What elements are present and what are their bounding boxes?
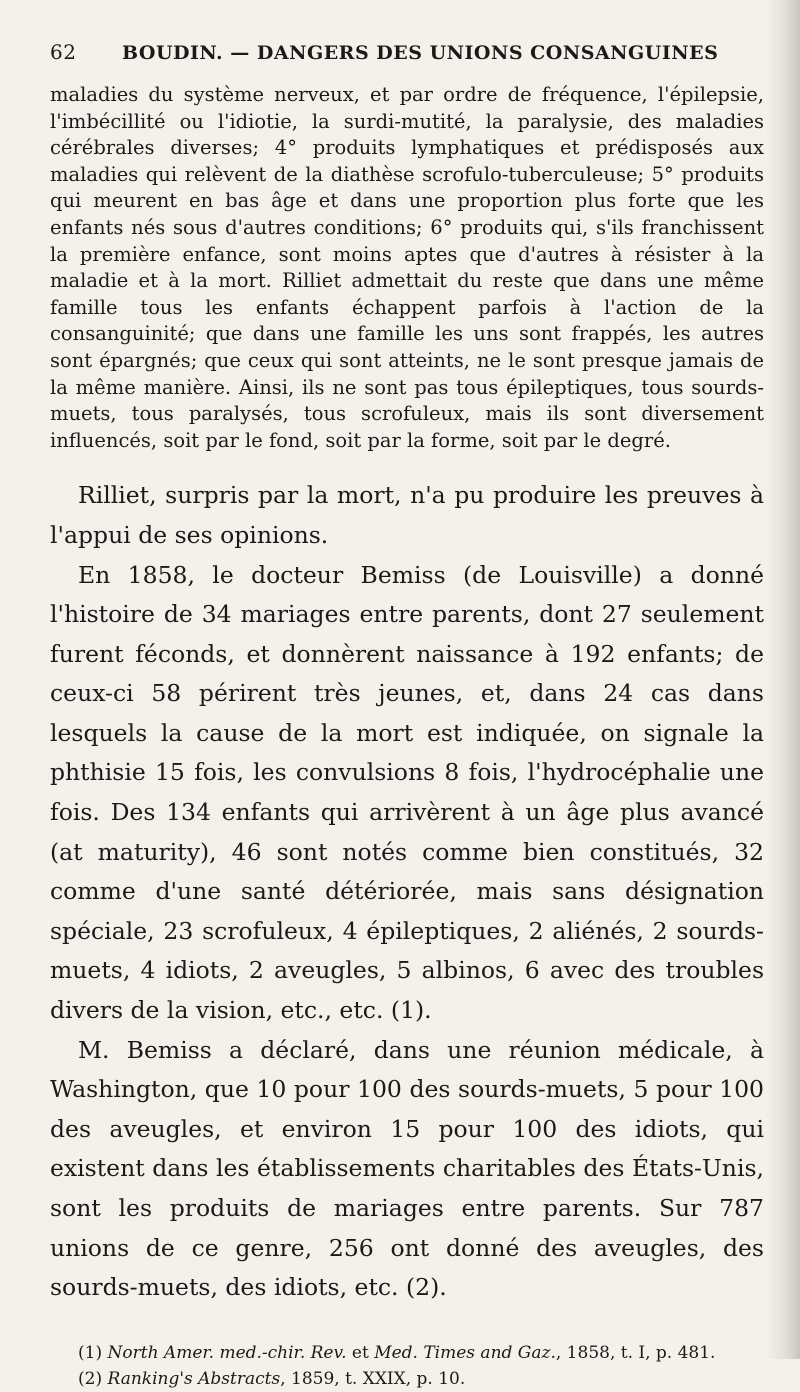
footnote-details: , 1859, t. XXIX, p. 10. bbox=[280, 1368, 466, 1389]
page-number: 62 bbox=[50, 40, 77, 64]
running-title: BOUDIN. — DANGERS DES UNIONS CONSANGUINES bbox=[122, 42, 719, 64]
page-edge-shadow bbox=[766, 0, 800, 1359]
footnote-connector: et bbox=[346, 1342, 375, 1363]
paragraph-bemiss-1858: En 1858, le docteur Bemiss (de Louisville) a donné l'histoire de 34 mariages entre parents, dont 27 seulement furent féconds, et donnèrent naissance à 192 enfants; de ceux-ci 58 périrent très jeunes, et, dans 24 cas dans lesquels la cause de la mort est indiquée, on signale la phthisie 15 fois, les convulsions 8 fois, l'hydrocéphalie une fois. Des 134 enfants qui arrivèrent à un âge plus avancé (at maturity), 46 sont notés comme bien constitués, 32 comme d'une santé détériorée, mais sans désignation spéciale, 23 scrofuleux, 4 épileptiques, 2 aliénés, 2 sourds-muets, 4 idiots, 2 aveugles, 5 albinos, 6 avec des troubles divers de la vision, etc., etc. (1). bbox=[50, 560, 764, 1025]
footnote-2 bbox=[50, 1366, 764, 1392]
footnote-marker: (1) bbox=[78, 1342, 103, 1363]
footnote-source: North Amer. med.-chir. Rev. bbox=[107, 1342, 347, 1363]
footnote-source: Ranking's Abstracts bbox=[107, 1368, 281, 1389]
page-header bbox=[50, 40, 764, 72]
footnote-source: Med. Times and Gaz. bbox=[374, 1342, 556, 1363]
paragraph-bemiss-washington: M. Bemiss a déclaré, dans une réunion médicale, à Washington, que 10 pour 100 des sourds-muets, 5 pour 100 des aveugles, et environ 15 pour 100 des idiots, qui existent dans les établissements charitables des États-Unis, sont les produits de mariages entre parents. Sur 787 unions de ce genre, 256 ont donné des aveugles, des sourds-muets, des idiots, etc. (2). bbox=[50, 1035, 764, 1302]
footnote-details: , 1858, t. I, p. 481. bbox=[555, 1342, 716, 1363]
paragraph-rilliet: Rilliet, surpris par la mort, n'a pu produire les preuves à l'appui de ses opinions. bbox=[50, 481, 764, 549]
footnotes bbox=[50, 1340, 764, 1392]
footnote-1 bbox=[50, 1340, 764, 1366]
footnote-marker: (2) bbox=[78, 1368, 103, 1389]
paragraph-continued: maladies du système nerveux, et par ordre de fréquence, l'épilepsie, l'imbécillité ou l'idiotie, la surdi-mutité, la paralysie, des maladies cérébrales diverses; 4° produits lymphatiques et prédisposés aux maladies qui relèvent de la diathèse scrofulo-tuberculeuse; 5° produits qui meurent en bas âge et dans une proportion plus forte que les enfants nés sous d'autres conditions; 6° produits qui, s'ils franchissent la première enfance, sont moins aptes que d'autres à résister à la maladie et à la mort. Rilliet admettait du reste que dans une même famille tous les enfants échappent parfois à l'action de la consanguinité; que dans une famille les uns sont frappés, les autres sont épargnés; que ceux qui sont atteints, ne le sont presque jamais de la même manière. Ainsi, ils ne sont pas tous épileptiques, tous sourds-muets, tous paralysés, tous scrofuleux, mais ils sont diversement influencés, soit par le fond, soit par la forme, soit par le degré. bbox=[50, 83, 764, 452]
